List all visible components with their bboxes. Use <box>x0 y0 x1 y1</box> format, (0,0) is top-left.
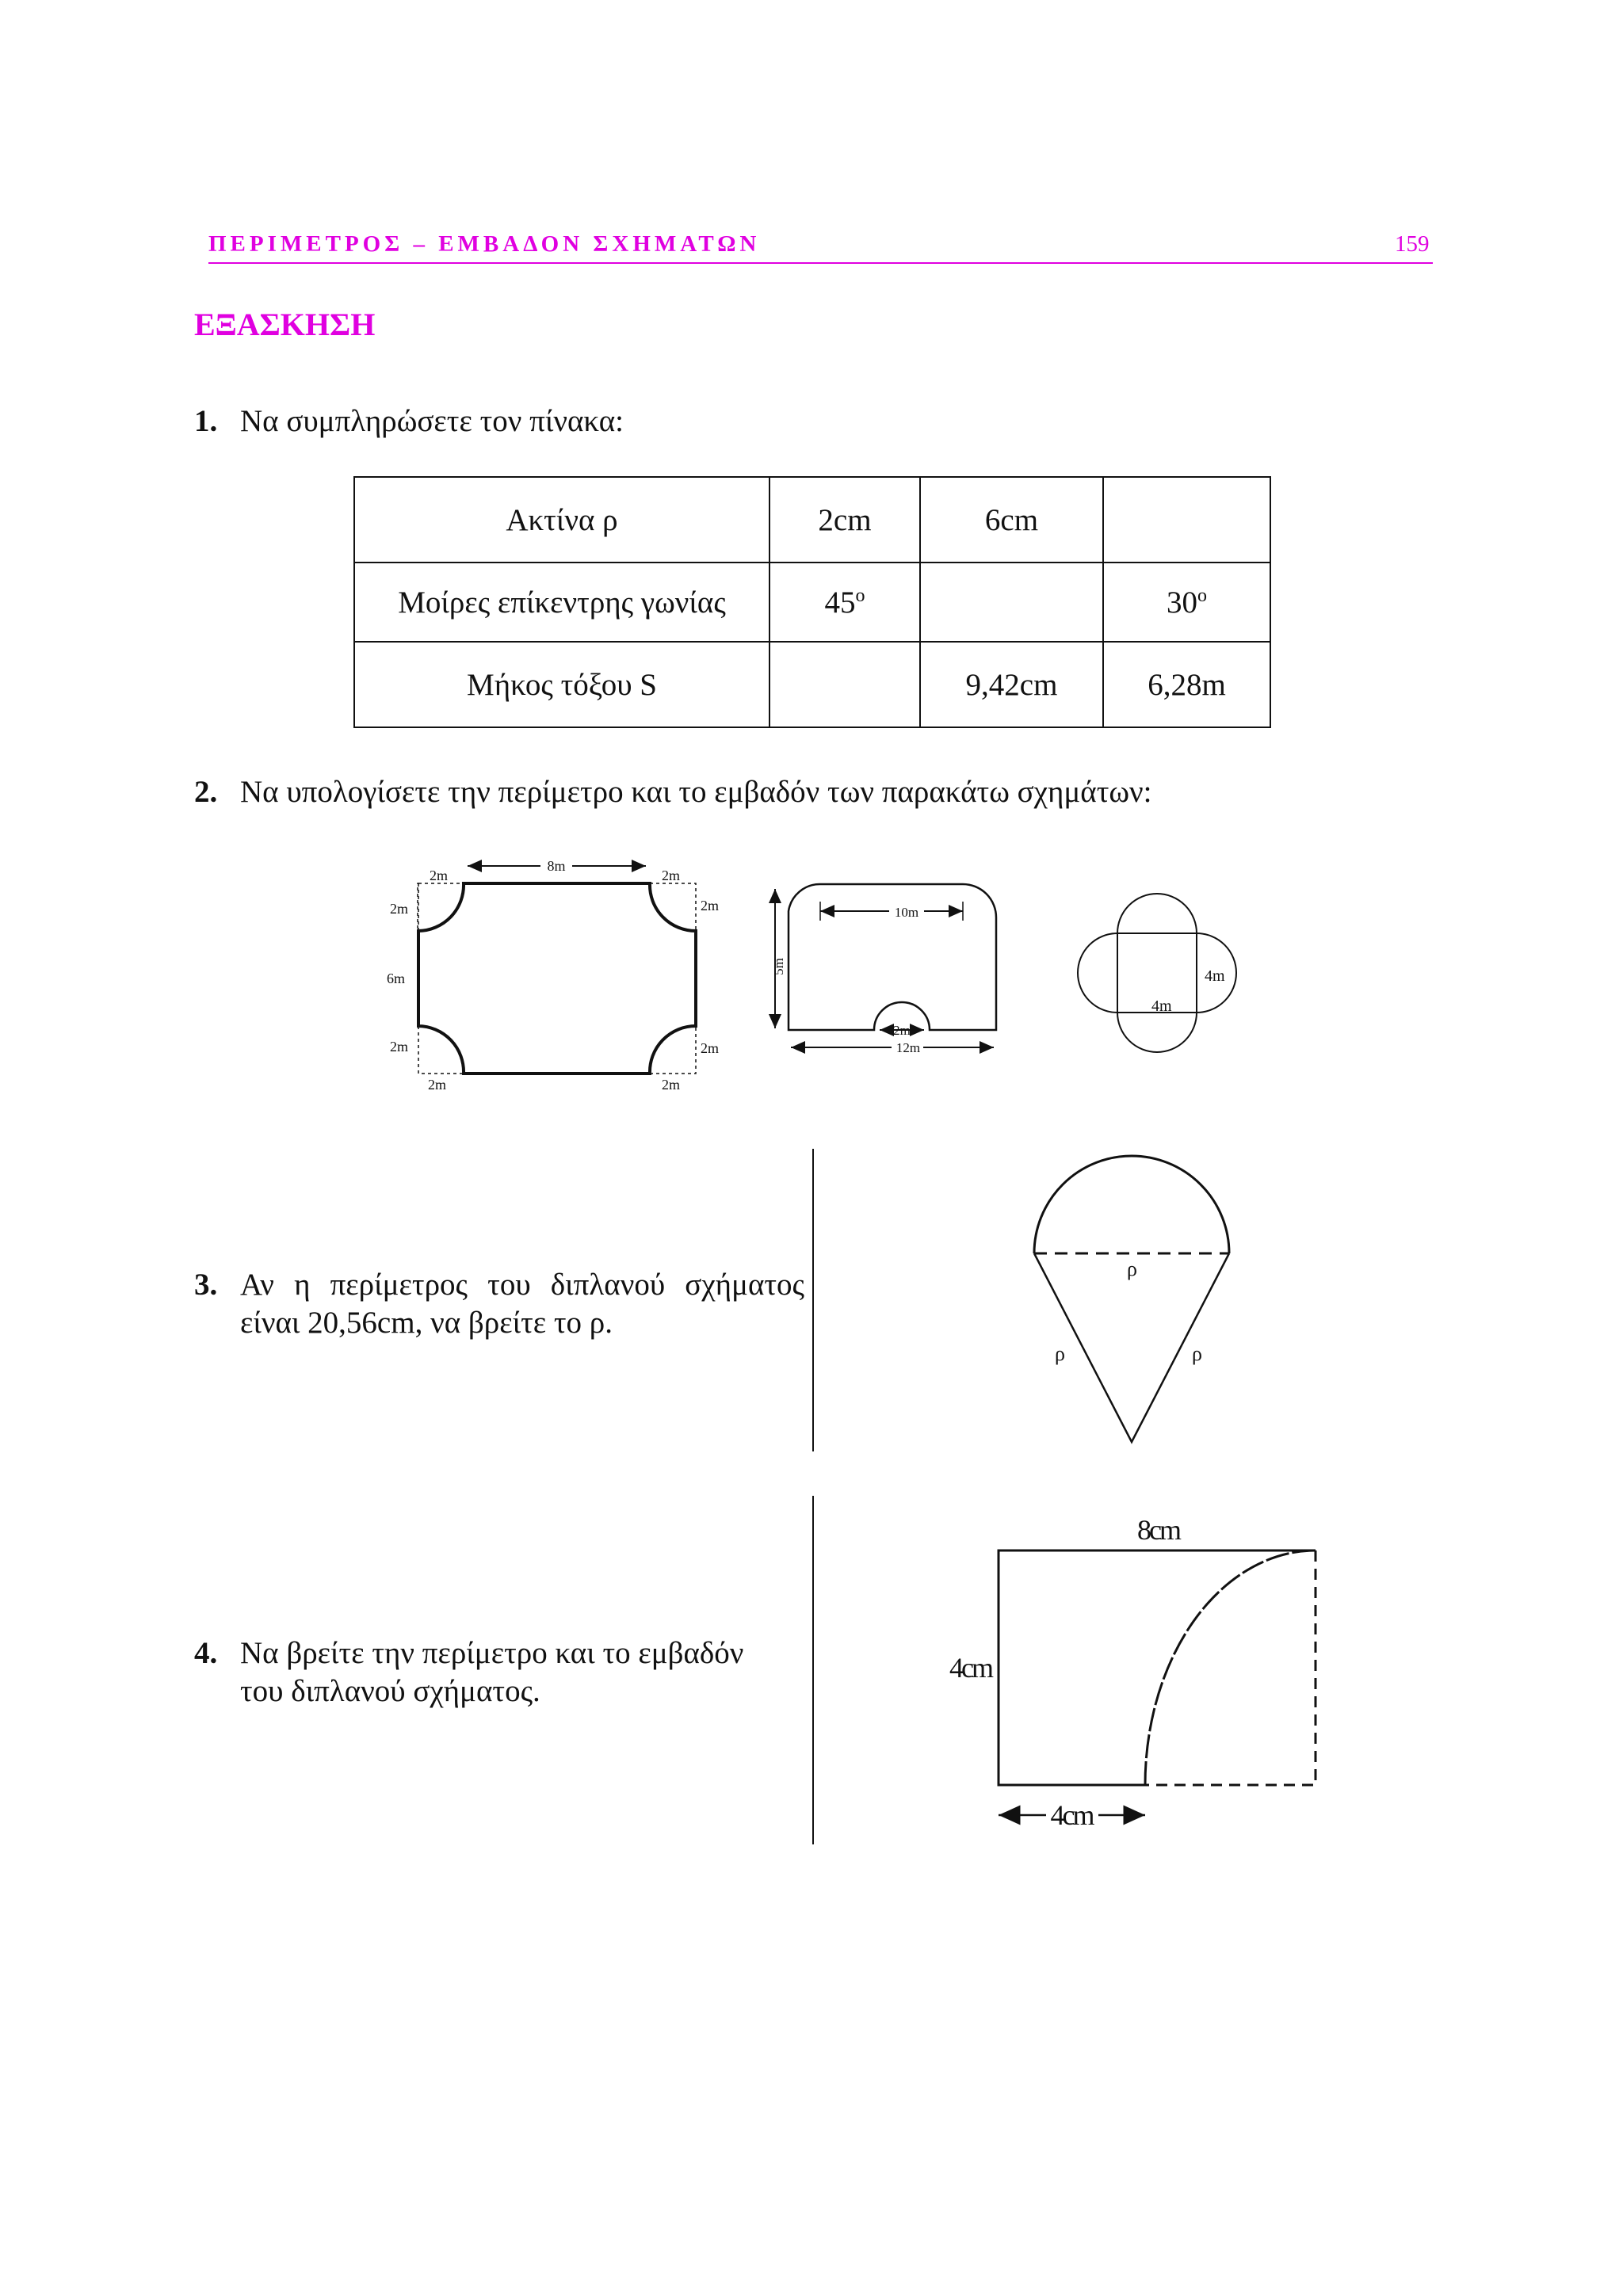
cell-value: 30 <box>1167 585 1197 620</box>
question-3 <box>194 1266 804 1342</box>
table-cell <box>769 642 920 727</box>
table-cell <box>1103 563 1270 642</box>
dim-label: 4cm <box>1050 1799 1093 1831</box>
divider <box>812 1149 814 1451</box>
dim-label: 2m <box>390 901 409 917</box>
header-rule <box>208 262 1433 264</box>
question-number: 2. <box>194 775 218 809</box>
dim-label: 2m <box>701 1040 720 1056</box>
question-2 <box>194 773 1152 811</box>
question-1 <box>194 402 624 441</box>
running-header-title: ΠΕΡΙΜΕΤΡΟΣ – ΕΜΒΑΔΟΝ ΣΧΗΜΑΤΩΝ <box>208 231 761 257</box>
rho-label: ρ <box>1127 1257 1137 1280</box>
table-cell: 9,42cm <box>920 642 1103 727</box>
question-text: Να υπολογίσετε την περίμετρο και το εμβαδόν των παρακάτω σχημάτων: <box>240 775 1152 809</box>
dim-label: 10m <box>894 905 919 920</box>
dim-label: 12m <box>896 1040 921 1055</box>
dim-label: 2m <box>662 1077 681 1093</box>
table-cell: 6cm <box>920 477 1103 563</box>
question-text: Αν η περίμετρος του διπλανού σχήματος <box>240 1268 804 1302</box>
dim-label: 2m <box>430 868 449 883</box>
section-title: ΕΞΑΣΚΗΣΗ <box>194 307 376 342</box>
table-cell <box>920 563 1103 642</box>
question-number: 1. <box>194 404 218 438</box>
table-cell: Μήκος τόξου S <box>354 642 769 727</box>
divider <box>812 1496 814 1844</box>
table-cell: 6,28m <box>1103 642 1270 727</box>
dim-label: 4m <box>1205 967 1225 985</box>
degree-mark: ο <box>1197 585 1207 606</box>
dim-label: 2m <box>428 1077 447 1093</box>
figure-rounded-notch <box>761 879 1038 1062</box>
table-row <box>354 477 1270 563</box>
dim-label: 4cm <box>949 1652 991 1684</box>
dim-label: 5m <box>771 958 786 975</box>
question-4 <box>194 1634 743 1711</box>
dim-label: 2m <box>662 868 681 883</box>
table-cell: 2cm <box>769 477 920 563</box>
degree-mark: ο <box>855 585 865 606</box>
rho-label: ρ <box>1192 1342 1202 1365</box>
rho-label: ρ <box>1055 1342 1065 1365</box>
cell-value: 45 <box>824 585 856 620</box>
table-cell <box>1103 477 1270 563</box>
dim-label: 2m <box>701 898 720 913</box>
figure-rect-cutouts <box>372 852 720 1097</box>
page-number: 159 <box>1395 231 1430 257</box>
table-cell: Μοίρες επίκεντρης γωνίας <box>354 563 769 642</box>
dim-label: 4m <box>1151 997 1172 1015</box>
dim-label: 6m <box>387 971 406 986</box>
arc-table <box>353 476 1271 728</box>
dim-label: 8m <box>547 858 566 874</box>
table-cell <box>769 563 920 642</box>
dim-label: 2m <box>893 1023 911 1038</box>
question-text: Να βρείτε την περίμετρο και το εμβαδόν <box>240 1636 744 1670</box>
dim-label: 2m <box>390 1039 409 1055</box>
figure-square-semicircles <box>1050 870 1264 1084</box>
dim-label: 8cm <box>1137 1514 1179 1546</box>
question-number: 3. <box>194 1268 218 1302</box>
figure-quarter-circle <box>943 1509 1323 1842</box>
question-number: 4. <box>194 1636 218 1670</box>
table-row <box>354 563 1270 642</box>
figure-cone <box>1030 1157 1236 1450</box>
question-text: Να συμπληρώσετε τον πίνακα: <box>240 404 624 438</box>
question-text: είναι 20,56cm, να βρείτε το ρ. <box>240 1306 613 1340</box>
table-cell: Ακτίνα ρ <box>354 477 769 563</box>
table-row <box>354 642 1270 727</box>
question-text: του διπλανού σχήματος. <box>240 1674 540 1708</box>
